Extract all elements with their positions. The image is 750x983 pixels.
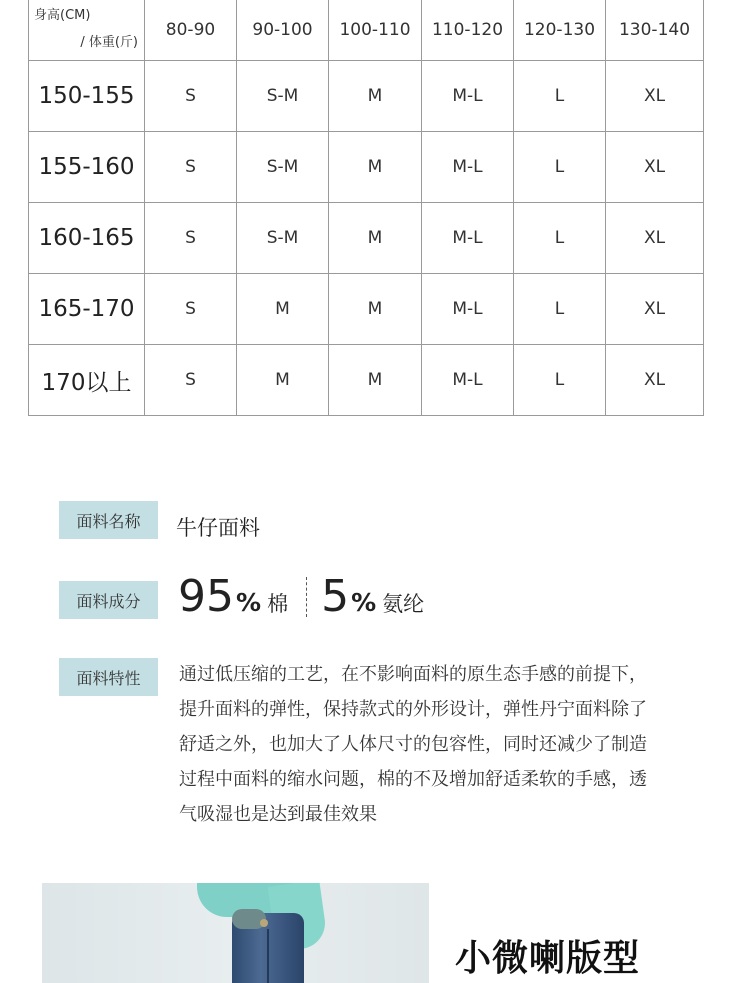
size-cell: S (145, 203, 237, 274)
size-cell: XL (606, 345, 704, 416)
fabric-composition-label: 面料成分 (59, 581, 158, 619)
size-cell: L (514, 132, 606, 203)
size-cell: M-L (422, 274, 514, 345)
feature-line: 提升面料的弹性，保持款式的外形设计，弹性丹宁面料除了 (179, 699, 647, 720)
fit-section-title: 小微喇版型 (455, 938, 641, 979)
composition-divider (306, 577, 307, 617)
size-cell: M (329, 203, 422, 274)
table-row (29, 274, 704, 345)
size-cell: S (145, 61, 237, 132)
height-cell: 165-170 (29, 274, 145, 345)
table-header-row (29, 0, 704, 61)
cotton-percentage: 95 (178, 571, 234, 622)
weight-header: 130-140 (606, 0, 704, 61)
table-corner-cell (29, 0, 145, 61)
size-cell: S-M (237, 203, 329, 274)
size-cell: S-M (237, 61, 329, 132)
feature-line: 舒适之外，也加大了人体尺寸的包容性，同时还减少了制造 (179, 734, 647, 755)
fabric-composition (178, 572, 424, 622)
size-cell: S (145, 345, 237, 416)
weight-header: 80-90 (145, 0, 237, 61)
percent-sign: % (236, 588, 262, 617)
fabric-name-label: 面料名称 (59, 501, 158, 539)
height-cell: 170以上 (29, 345, 145, 416)
size-cell: S (145, 132, 237, 203)
size-cell: S-M (237, 132, 329, 203)
table-row (29, 345, 704, 416)
size-cell: L (514, 345, 606, 416)
size-cell: XL (606, 274, 704, 345)
size-cell: L (514, 274, 606, 345)
height-axis-label: 身高(CM) (34, 8, 91, 23)
size-cell: M-L (422, 132, 514, 203)
fabric-name-value: 牛仔面料 (176, 516, 260, 540)
cotton-material: 棉 (267, 592, 289, 616)
size-chart-table (28, 0, 704, 416)
weight-header: 110-120 (422, 0, 514, 61)
jeans-button (260, 919, 268, 927)
size-cell: M (329, 274, 422, 345)
size-cell: M-L (422, 203, 514, 274)
spandex-material: 氨纶 (382, 592, 425, 616)
size-cell: M (329, 345, 422, 416)
product-photo (42, 883, 429, 983)
size-cell: L (514, 61, 606, 132)
table-row (29, 132, 704, 203)
feature-line: 过程中面料的缩水问题，棉的不及增加舒适柔软的手感，透 (179, 769, 647, 790)
size-cell: XL (606, 132, 704, 203)
fabric-feature-text (179, 657, 699, 832)
size-cell: XL (606, 61, 704, 132)
size-cell: M-L (422, 345, 514, 416)
size-cell: S (145, 274, 237, 345)
size-cell: M (237, 345, 329, 416)
table-row (29, 203, 704, 274)
feature-line: 通过低压缩的工艺，在不影响面料的原生态手感的前提下， (179, 664, 647, 685)
size-cell: M (329, 132, 422, 203)
size-cell: M (237, 274, 329, 345)
weight-header: 100-110 (329, 0, 422, 61)
height-cell: 150-155 (29, 61, 145, 132)
weight-header: 90-100 (237, 0, 329, 61)
table-row (29, 61, 704, 132)
percent-sign: % (351, 588, 377, 617)
weight-header: 120-130 (514, 0, 606, 61)
feature-line: 气吸湿也是达到最佳效果 (179, 804, 377, 825)
fabric-feature-label: 面料特性 (59, 658, 158, 696)
size-cell: M-L (422, 61, 514, 132)
height-cell: 155-160 (29, 132, 145, 203)
size-cell: XL (606, 203, 704, 274)
weight-axis-label: / 体重(斤) (80, 35, 138, 50)
height-cell: 160-165 (29, 203, 145, 274)
size-cell: L (514, 203, 606, 274)
size-cell: M (329, 61, 422, 132)
spandex-percentage: 5 (321, 571, 350, 622)
